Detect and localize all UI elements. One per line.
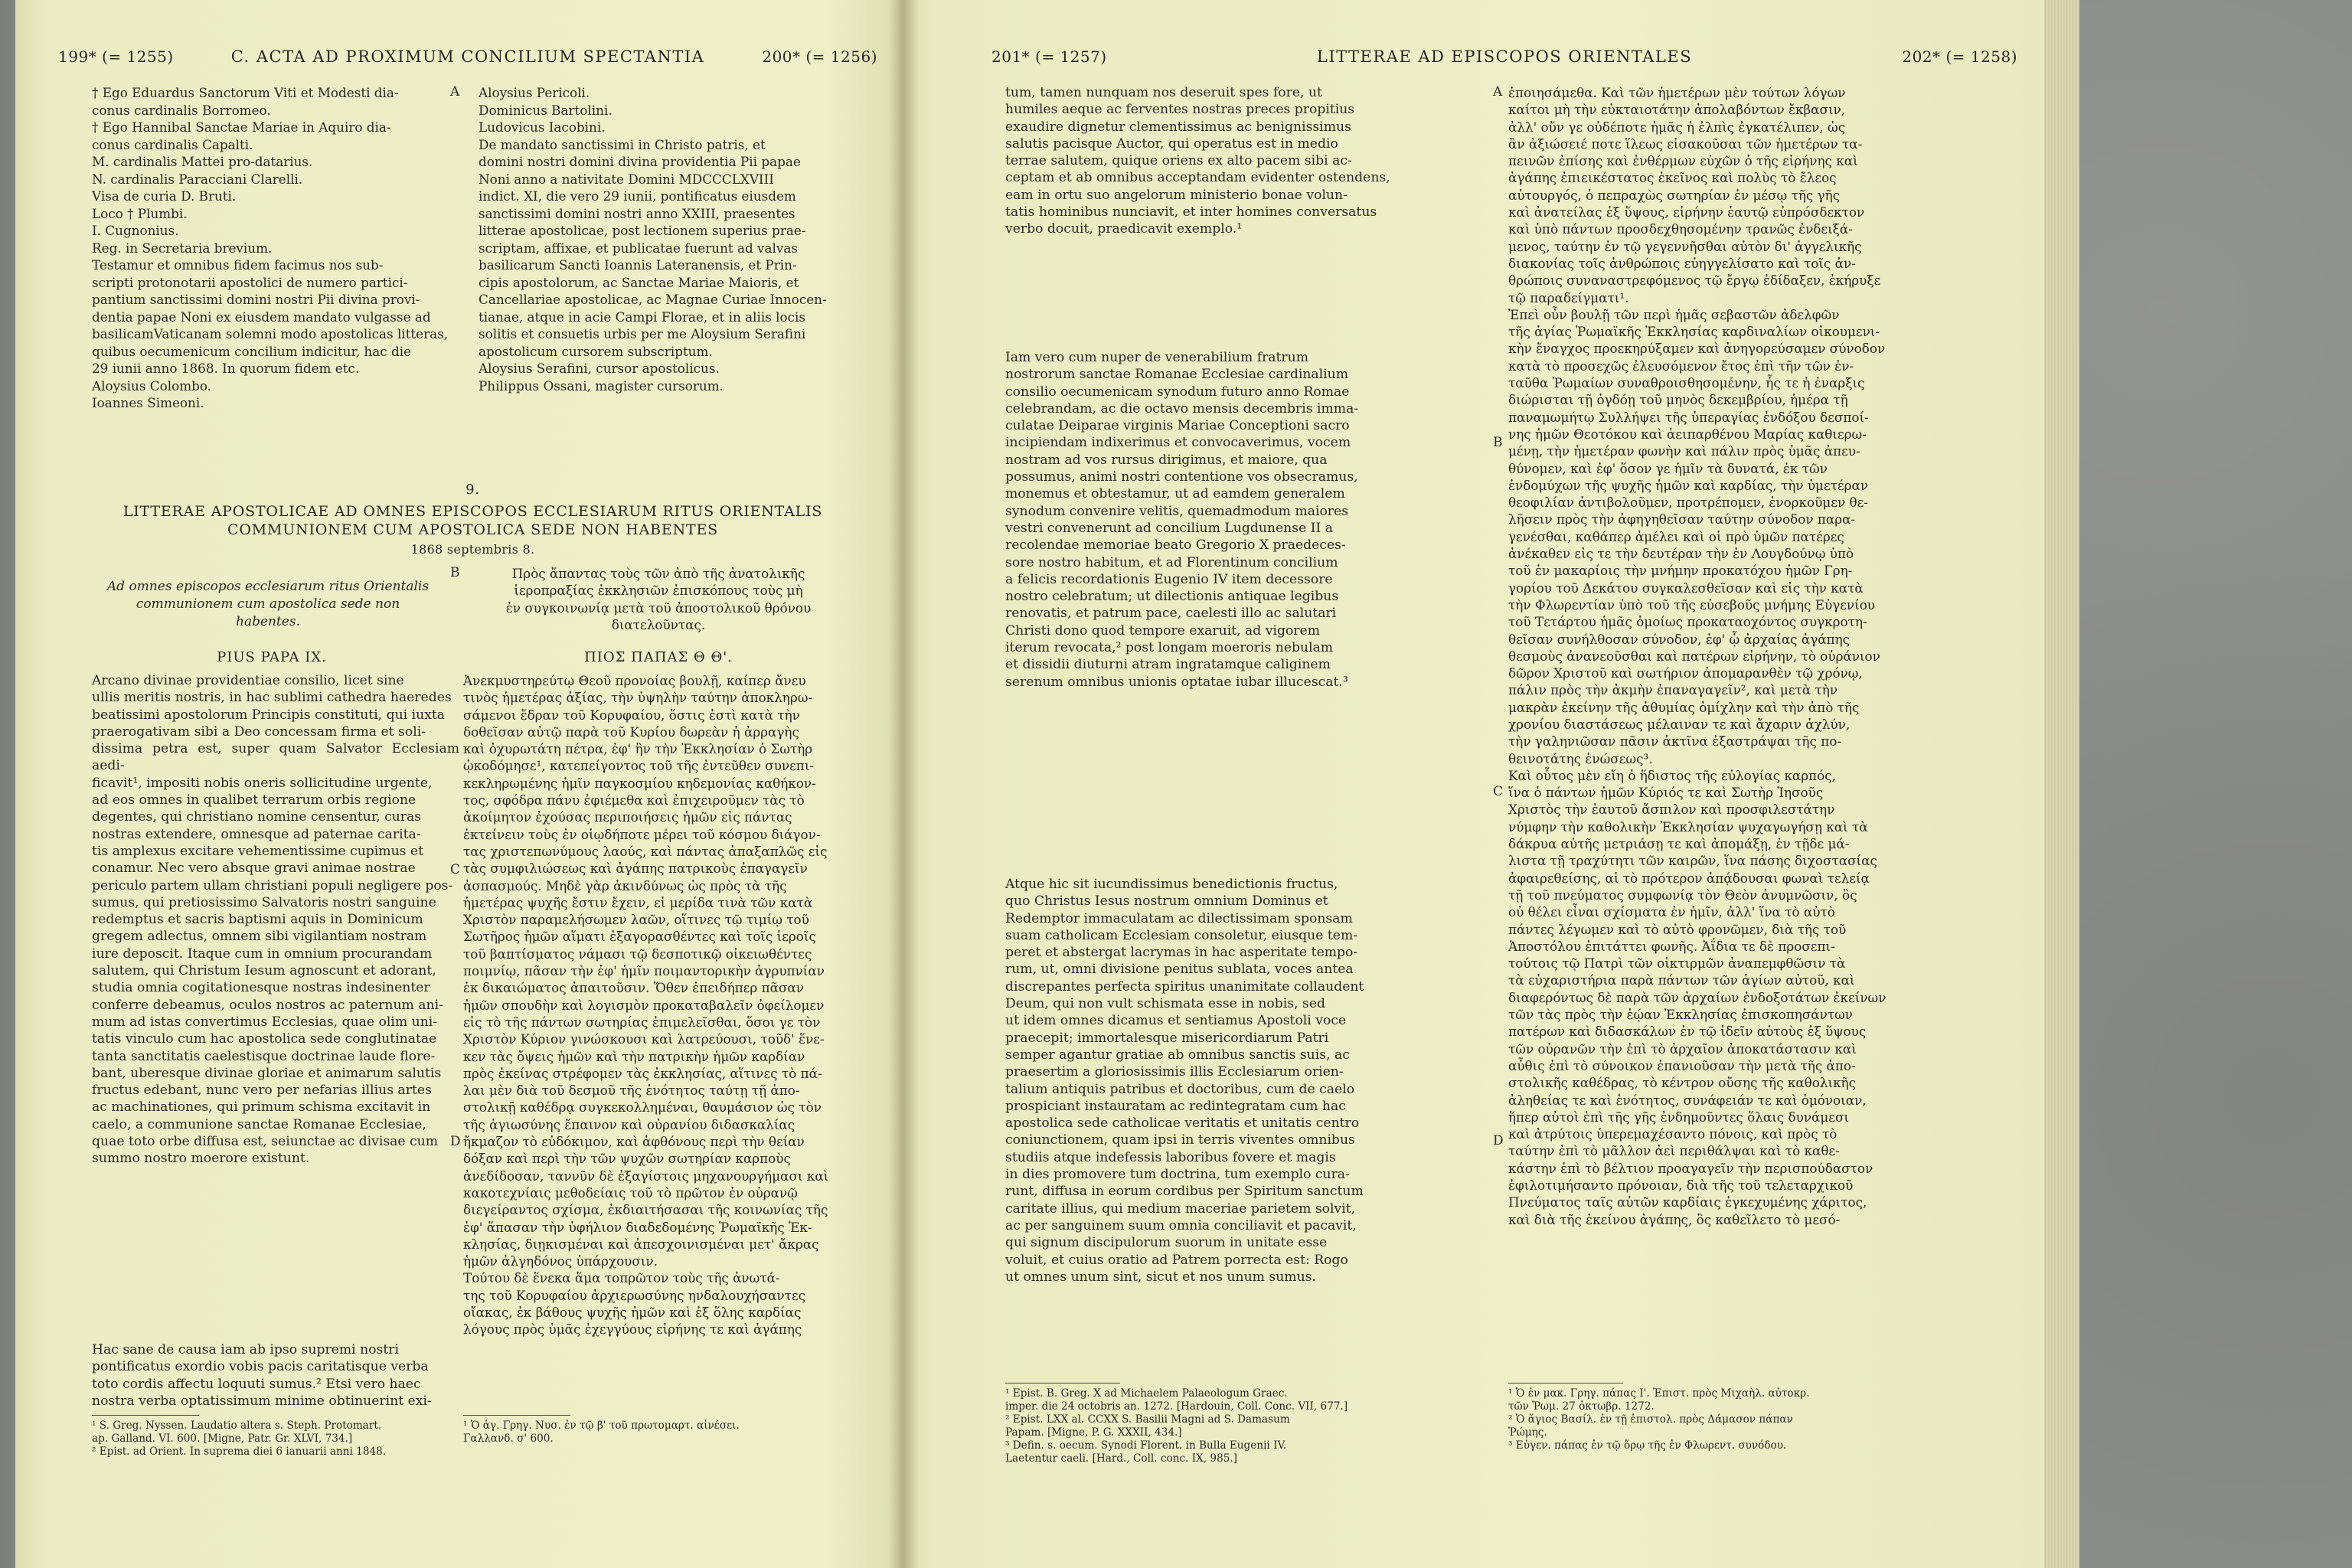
- left-page-number-right: 200* (= 1256): [762, 47, 877, 66]
- right-margin-marker-a: A: [1493, 84, 1503, 100]
- footnote-rule-greek: [463, 1415, 570, 1416]
- page-edge-stack: [2044, 0, 2079, 1568]
- signatures-left-column: † Ego Eduardus Sanctorum Viti et Modesti dia- conus cardinalis Borromeo. † Ego Hannibal Sanctae Mariae in Aquiro dia- conus cardinalis Capalti. M. cardinalis Mattei pro-datarius. N. cardinalis Paracciani Clarelli. Visa de curia D. Bruti. Loco † Plumbi. I. Cugnonius. Reg. in Secretaria brevium. Testamur et omnibus fidem facimus nos sub- scripti protonotarii apostolici de numero partici- pantium sanctissimi domini nostri Pii divina provi- dentia papae Noni ex eiusdem mandato vulgasse ad basilicamVaticanam solemni modo apostolicas litteras, quibus oecumenicum concilium indicitur, hac die 29 iunii anno 1868. In quorum fidem etc. Aloysius Colombo. Ioannes Simeoni.: [92, 85, 449, 410]
- right-latin-second-paragraph: Iam vero cum nuper de venerabilium fratrum nostrorum sanctae Romanae Ecclesiae cardinalium consilio oecumenicam synodum futuro anno Romae celebrandam, ac die octavo mensis decembris imma- culatae Deiparae virginis Mariae Conceptioni sacro incipiendam indixerimus et convocaverimus, vocem nostram ad vos rursus dirigimus, et maiore, qua possumus, animi nostri contentione vos obsecramus, monemus et obtestamur, ut ad eamdem generalem synodum convenire velitis, quemadmodum maiores vestri convenerunt ad concilium Lugdunense II a recolendae memoriae beato Gregorio X praedeces- sore nostro habitum, et ad Florentinum concilium a felicis recordationis Eugenio IV item decessore nostro celebratum; ut dilectionis antiquae legibus renovatis, et patrum pace, caelesti illo ac salutari Christi dono quod tempore exaruit, ad vigorem iterum revocata,² post longam moeroris nebulam et dissidii diuturni atram ingratamque caliginem serenum omnibus unionis optatae iubar illucescat.³: [1005, 350, 1359, 690]
- right-page: [900, 0, 2052, 1568]
- book-gutter: [888, 0, 919, 1568]
- right-page-header: [991, 47, 2017, 66]
- left-page: [15, 0, 900, 1568]
- margin-marker-d: D: [450, 1134, 461, 1149]
- latin-body-continuation: Hac sane de causa iam ab ipso supremi nostri pontificatus exordio vobis pacis caritatisque verba toto cordis affectu loquuti sumus.² Etsi vero haec nostra verba optatissimum minime obtinuerint exi-: [92, 1342, 432, 1409]
- latin-address: Ad omnes episcopos ecclesiarum ritus Orientalis communionem cum apostolica sede non habentes.: [106, 579, 430, 629]
- margin-marker-b: B: [450, 565, 460, 580]
- footnotes-greek: ¹ Ὁ ἁγ. Γρηγ. Νυσ. ἐν τῷ β' τοῦ πρωτομαρτ. αἰνέσει. Γαλλανδ. σ' 600.: [463, 1419, 740, 1445]
- right-margin-marker-d: D: [1493, 1133, 1504, 1148]
- document-title-line-2: COMMUNIONEM CUM APOSTOLICA SEDE NON HABENTES: [227, 521, 718, 538]
- greek-pope-heading: ΠΙΟΣ ΠΑΠΑΣ Θ Θ'.: [584, 649, 733, 665]
- right-page-number-left: 201* (= 1257): [991, 47, 1107, 66]
- right-page-running-title: LITTERAE AD EPISCOPOS ORIENTALES: [1316, 47, 1693, 66]
- left-page-number-left: 199* (= 1255): [58, 47, 174, 66]
- left-page-running-title: C. ACTA AD PROXIMUM CONCILIUM SPECTANTIA: [230, 47, 705, 66]
- greek-body-text: Ἀνεκμυστηρεύτῳ Θεοῦ προνοίας βουλῇ, καίπερ ἄνευ τινὸς ἡμετέρας ἀξίας, τὴν ὑψηλὴν ταύτην ἀποκληρω- σάμενοι ἕδραν τοῦ Κορυφαίου, ὅστις ἐστὶ κατὰ τὴν δοθεῖσαν αὐτῷ παρὰ τοῦ Κυρίου δωρεὰν ἡ ἀρραγὴς καὶ ὀχυρωτάτη πέτρα, ἐφ' ἣν τὴν Ἐκκλησίαν ὁ Σωτὴρ ᾠκοδόμησε¹, κατεπείγοντος τοῦ τῆς ἐντεῦθεν συνεπι- κεκληρωμένης ἡμῖν παγκοσμίου κηδεμονίας καθήκον- τος, σφόδρα πάνυ ἐφιέμεθα καὶ ἐπιχειροῦμεν τὰς τὸ ἀκοίμητον ἐχούσας περιποιήσεις ἡμῶν εἰς πάντας ἐκτείνειν τοὺς ἐν οἱῳδήποτε μέρει τοῦ κόσμου διάγον- τας χριστεπωνύμους λαούς, καὶ πάντας ἀπαξαπλῶς εἰς τὰς συμφιλιώσεως καὶ ἀγάπης πατρικοὺς ἐπαγαγεῖν ἀσπασμούς. Μηδὲ γὰρ ἀκινδύνως ὡς πρὸς τὰ τῆς ἡμετέρας ψυχῆς ἔστιν ἔχειν, εἰ μερίδα τινὰ τῶν κατὰ Χριστὸν παραμελήσωμεν λαῶν, οἵτινες τῷ τιμίῳ τοῦ Σωτῆρος ἡμῶν αἵματι ἐξαγορασθέντες καὶ τοῖς ἱεροῖς τοῦ βαπτίσματος νάμασι τῷ δεσποτικῷ οἰκειωθέντες ποιμνίῳ, πᾶσαν τὴν ἐφ' ἡμῖν ποιμαντορικὴν ἀγρυπνίαν ἐκ δικαιώματος ἀπαιτοῦσιν. Ὅθεν ἐπειδήπερ πᾶσαν ἡμῶν σπουδὴν καὶ λογισμὸν προκαταβαλεῖν ὀφείλομεν εἰς τὸ τῆς πάντων σωτηρίας ἐπιμελεῖσθαι, ὅσοι γε τὸν Χριστὸν Κύριον γινώσκουσι καὶ λατρεύουσι, τοῦδ' ἕνε- κεν τὰς ὄψεις ἡμῶν καὶ τὴν πατρικὴν ἡμῶν καρδίαν πρὸς ἐκείνας στρέφομεν τὰς ἐκκλησίας, αἵτινες τὸ πά- λαι μὲν διὰ τοῦ δεσμοῦ τῆς ἑνότητος ταύτῃ τῇ ἀπο- στολικῇ καθέδρᾳ συγκεκολλημέναι, θαυμάσιον ὡς τὸν τῆς ἁγιωσύνης ἔπαινον καὶ οὐρανίου διδασκαλίας ἤκμαζον τὸ εὐδόκιμον, καὶ ἀφθόνους περὶ τὴν θείαν δόξαν καὶ περὶ τὴν τῶν ψυχῶν σωτηρίαν καρποὺς ἀνεδίδοσαν, ταννῦν δὲ ἐξαγίστοις μηχανουργήμασι καὶ κακοτεχνίαις μεθοδείαις τοῦ τὸ πρῶτον ἐν οὐρανῷ διεγείραντος σχίσμα, ἐκδιαιτήσασαι τῆς κοινωνίας τῆς ἐφ' ἅπασαν τὴν ὑφήλιον διαδεδομένης Ῥωμαϊκῆς Ἐκ- κλησίας, διῃκισμέναι καὶ ἀπεσχοινισμέναι μετ' ἄκρας ἡμῶν ἀλγηδόνος ὑπάρχουσιν. Τούτου δὲ ἕνεκα ἅμα τοπρῶτον τοὺς τῆς ἀνωτά- της τοῦ Κορυφαίου ἀρχιερωσύνης ηνδαλουχήσαντες οἴακας, ἐκ βάθους ψυχῆς ἡμῶν καὶ ἐξ ὅλης καρδίας λόγους πρὸς ὑμᾶς ἐχεγγύους εἰρήνης τε καὶ ἀγάπης: [463, 673, 829, 1338]
- latin-pope-heading: PIUS PAPA IX.: [217, 649, 327, 665]
- right-latin-third-paragraph: Atque hic sit iucundissimus benedictionis fructus, quo Christus Iesus nostrum omnium Dominus et Redemptor immaculatam ac dilectissimam sponsam suam catholicam Ecclesiam consoletur, eiusque tem- peret et abstergat lacrymas in hac asperitate tempo- rum, ut, omni divisione penitus sublata, voces antea discrepantes perfecta spiritus unanimitate collaudent Deum, qui non vult schismata esse in nobis, sed ut idem omnes dicamus et sentiamus Apostoli voce praecepit; immortalesque misericordiarum Patri semper agantur gratiae ab omnibus sanctis suis, ac praesertim a gloriosissimis illis Ecclesiarum orien- talium antiquis patribus et doctoribus, cum de caelo prospiciant instauratam ac redintegratam cum hac apostolica sede catholicae veritatis et unitatis centro coniunctionem, quam ipsi in terris viventes omnibus studiis atque indefessis laboribus fovere et magis in dies promovere tum doctrina, tum exemplo cura- runt, diffusa in eorum cordibus per Spiritum sanctum caritate illius, qui medium maceriae parietem solvit, ac per sanguinem suum omnia conciliavit et pacavit, qui signum discipulorum suorum in unitate esse voluit, et cuius oratio ad Patrem porrecta est: Rogo ut omnes unum sint, sicut et nos unum sumus.: [1005, 877, 1364, 1285]
- margin-marker-c: C: [450, 862, 461, 877]
- footnote-rule-latin: [92, 1415, 199, 1416]
- right-greek-column: ἐποιησάμεθα. Καὶ τῶν ἡμετέρων μὲν τούτων λόγων καίτοι μὴ τὴν εὐκταιοτάτην ἀπολαβόντων ἔκβασιν, ἀλλ' οὔν γε οὐδέποτε ἡμᾶς ἡ ἐλπὶς ἐγκατέλιπεν, ὡς ἂν ἀξιώσειέ ποτε ἵλεως εἰσακοῦσαι τῶν ἡμετέρων τα- πεινῶν ἐπίσης καὶ ἐνθέρμων εὐχῶν ὁ τῆς εἰρήνης καὶ ἀγάπης ἐπιεικέστατος ἐκεῖνος καὶ πολὺς τὸ ἔλεος αὐτουργός, ὁ πεπραχὼς σωτηρίαν ἐν μέσῳ τῆς γῆς καὶ ἀνατείλας ἐξ ὕψους, εἰρήνην ἑαυτῷ εὐπρόσδεκτον καὶ ὑπὸ πάντων προσδεχθησομένην τρανῶς ἐνδειξά- μενος, ταύτην ἐν τῷ γεγεννῆσθαι αὐτὸν δι' ἀγγελικῆς διακονίας τοῖς ἀνθρώποις εὐηγγελίσατο καὶ τοῖς ἀν- θρώποις συναναστρεφόμενος τῷ ἔργῳ ἐδίδαξεν, ἐκήρυξε τῷ παραδείγματι¹. Ἐπεὶ οὖν βουλῇ τῶν περὶ ἡμᾶς σεβαστῶν ἀδελφῶν τῆς ἁγίας Ῥωμαϊκῆς Ἐκκλησίας καρδιναλίων οἰκουμενι- κὴν ἔναγχος προεκηρύξαμεν καὶ ἀνηγορεύσαμεν σύνοδον κατὰ τὸ προσεχῶς ἐλευσόμενον ἔτος ἐπὶ τῆν τῶν ἐν- ταῦθα Ῥωμαίων συναθροισθησομένην, ἧς τε ἡ ἐναρξις διώρισται τῇ ὀγδόῃ τοῦ μηνὸς δεκεμβρίου, ἡμέρα τῇ παναμωμήτῳ Συλλήψει τῆς ὑπεραγίας ἐνδόξου δεσποί- νης ἡμῶν Θεοτόκου καὶ ἀειπαρθένου Μαρίας καθιερω- μένῃ, τὴν ἡμετέραν φωνὴν καὶ πάλιν πρὸς ὑμᾶς ἀπευ- θύνομεν, καὶ ἐφ' ὅσον γε ἡμῖν τὰ δυνατά, ἐκ τῶν ἐνδομύχων τῆς ψυχῆς ἡμῶν καὶ καρδίας, τὴν ὑμετέραν θεοφιλίαν ἀντιβολοῦμεν, προτρέπομεν, ἐνορκοῦμεν θε- λῆσειν πρὸς τὴν ἀφηγηθεῖσαν ταύτην σύνοδον παρα- γενέσθαι, καθάπερ ἀμέλει καὶ οἱ πρὸ ὑμῶν πατέρες ἀνέκαθεν εἰς τε τὴν δευτέραν τὴν ἐν Λουγδούνῳ ὑπὸ τοῦ ἐν μακαρίοις τὴν μνήμην προκατόχου ἡμῶν Γρη- γορίου τοῦ Δεκάτου συγκαλεσθεῖσαν καὶ εἰς τὴν κατὰ τὴν Φλωρεντίαν ὑπὸ τοῦ τῆς εὐσεβοῦς μνήμης Εὐγενίου τοῦ Τετάρτου ἡμᾶς ὁμοίως προκαταοχόντος συγκροτη- θεῖσαν συνήλθοσαν σύνοδον, ἐφ' ᾧ ἀρχαίας ἀγάπης θεσμοὺς ἀνανεοῦσθαι καὶ πατέρων εἰρήνην, τὸ οὐράνιον δῶρον Χριστοῦ καὶ σωτήριον ἀπομαρανθὲν τῷ χρόνῳ, πάλιν πρὸς τὴν ἀκμὴν ἐπαναγαγεῖν², καὶ μετὰ τὴν μακρὰν ἐκείνην τῆς ἀθυμίας ὀμίχλην καὶ τὴν ἀπὸ τῆς χρονίου διαστάσεως μέλαιναν τε καὶ ἄχαριν ἀχλύν, τὴν γαληνιῶσαν πᾶσιν ἀκτῖνα ἐξαστράψαι τῆς πο- θεινοτάτης ἑνώσεως³. Καὶ οὗτος μὲν εἴη ὁ ἥδιστος τῆς εὐλογίας καρπός, ἵνα ὁ πάντων ἡμῶν Κύριός τε καὶ Σωτὴρ Ἰησοῦς Χριστὸς τὴν ἑαυτοῦ ἄσπιλον καὶ προσφιλεστάτην νύμφην τὴν καθολικὴν Ἐκκλησίαν ψυχαγωγήσῃ καὶ τὰ δάκρυα αὐτῆς μετριάσῃ τε καὶ ἀπομάξῃ, ἐν τῇδε μά- λιστα τῇ τραχύτητι τῶν καιρῶν, ἵνα πάσης διχοστασίας ἀφαιρεθείσης, αἱ τὸ πρότερον ἀπᾴδουσαι φωναὶ τελείᾳ τῇ τοῦ πνεύματος συμφωνίᾳ τὸν Θεὸν ἀνυμνῶσιν, ὃς οὐ θέλει εἶναι σχίσματα ἐν ἡμῖν, ἀλλ' ἵνα τὸ αὐτὸ πάντες λέγωμεν καὶ τὸ αὐτὸ φρονῶμεν, διὰ τῆς τοῦ Ἀποστόλου ἐπιτάττει φωνῆς. Ἀΐδια τε δὲ προσεπι- τούτοις τῷ Πατρὶ τῶν οἰκτιρμῶν ἀναπεμφθῶσιν τὰ τὰ εὐχαριστήρια παρὰ πάντων τῶν ἁγίων αὐτοῦ, καὶ διαφερόντως δὲ παρὰ τῶν ἀρχαίων ἐνδοξοτάτων ἐκείνων τῶν τὰς πρὸς τὴν ἑῴαν Ἐκκλησίας ἐπισκοπησάντων πατέρων καὶ διδασκάλων ἐν τῷ ἰδεῖν αὐτοὺς ἐξ ὕψους τῶν οὐρανῶν τὴν ἐπὶ τὸ ἀρχαῖον ἀποκατάστασιν καὶ αὖθις ἐπὶ τὸ σύνοικον ἐπανιοῦσαν τὴν μετὰ τῆς ἀπο- στολικῆς καθέδρας, τὸ κέντρον οὔσης τῆς καθολικῆς ἀληθείας τε καὶ ἑνότητος, συνάφειάν τε καὶ ὁμόνοιαν, ἥπερ αὐτοὶ ἐπὶ τῆς γῆς ἐνδημοῦντες ὅλαις δυνάμεσι καὶ ἀτρύτοις ὑπερεμαχέσαντο πόνοις, καὶ πρὸς τὸ ταύτην ἐπὶ τὸ μᾶλλον ἀεὶ περιθάλψαι καὶ τὸ καθε- κάστην ἐπὶ τὸ βέλτιον προαγαγεῖν τὴν περισπούδαστον ἐφιλοτιμήσαντο πρόνοιαν, διὰ τῆς τοῦ τελεταρχικοῦ Πνεύματος ταῖς αὐτῶν καρδίαις ἐγκεχυμένης χάριτος, καὶ διὰ τῆς ἐκείνου ἀγάπης, ὃς καθεῖλετο τὸ μεσό-: [1508, 85, 1886, 1227]
- right-latin-opening: tum, tamen nunquam nos deseruit spes fore, ut humiles aeque ac ferventes nostras preces propitius exaudire dignetur clementissimus ac benignissimus salutis pacisque Auctor, qui operatus est in medio terrae salutem, quique oriens ex alto pacem sibi ac- ceptam et ab omnibus acceptandam evidenter ostendens, eam in ortu suo angelorum ministerio bonae volun- tatis hominibus nunciavit, et inter homines conversatus verbo docuit, praedicavit exemplo.¹: [1005, 85, 1390, 237]
- cover-texture: [2079, 0, 2352, 1568]
- section-number: 9.: [466, 482, 480, 498]
- right-footnotes-latin: ¹ Epist. B. Greg. X ad Michaelem Palaeologum Graec. imper. die 24 octobris an. 1272. [Hardouin, Coll. Conc. VII, 677.] ² Epist. LXX al. CCXX S. Basilii Magni ad S. Damasum Papam. [Migne, P. G. XXXII, 434.] ³ Defin. s. oecum. Synodi Florent. in Bulla Eugenii IV. Laetentur caeli. [Hard., Coll. conc. IX, 985.]: [1005, 1387, 1348, 1465]
- document-title-line-1: LITTERAE APOSTOLICAE AD OMNES EPISCOPOS ECCLESIARUM RITUS ORIENTALIS: [122, 503, 823, 520]
- right-margin-marker-b: B: [1493, 435, 1503, 450]
- signatures-right-column: Aloysius Pericoli. Dominicus Bartolini. Ludovicus Iacobini. De mandato sanctissimi in Christo patris, et domini nostri domini divina providentia Pii papae Noni anno a nativitate Domini MDCCCLXVIII indict. XI, die vero 29 iunii, pontificatus eiusdem sanctissimi domini nostri anno XXIII, praesentes litterae apostolicae, post lectionem superius prae- scriptam, affixae, et publicatae fuerunt ad valvas basilicarum Sancti Ioannis Lateranensis, et Prin- cipis apostolorum, ac Sanctae Mariae Maioris, et Cancellariae apostolicae, ac Magnae Curiae Innocen- tianae, atque in acie Campi Florae, et in aliis locis solitis et consuetis urbis per me Aloysium Serafini apostolicum cursorem subscriptum. Aloysius Serafini, cursor apostolicus. Philippus Ossani, magister cursorum.: [479, 85, 827, 394]
- right-page-number-right: 202* (= 1258): [1902, 47, 2017, 66]
- greek-address: Πρὸς ἅπαντας τοὺς τῶν ἀπὸ τῆς ἀνατολικῆς ἱεροπραξίας ἐκκλησιῶν ἐπισκόπους τοὺς μὴ ἐν συγκοινωνίᾳ μετὰ τοῦ ἀποστολικοῦ θρόνου διατελοῦντας.: [505, 566, 812, 632]
- right-footnotes-greek: ¹ Ὁ ἐν μακ. Γρηγ. πάπας Ι'. Ἐπιστ. πρὸς Μιχαὴλ. αὐτοκρ. τῶν Ῥωμ. 27 ὀκτωβρ. 1272. ² Ὁ ἅγιος Βασίλ. ἐν τῇ ἐπιστολ. πρὸς Δάμασον πάπαν Ῥώμης. ³ Εὐγεν. πάπας ἐν τῷ ὅρῳ τῆς ἐν Φλωρεντ. συνόδου.: [1508, 1387, 1810, 1452]
- margin-marker-a: A: [450, 84, 460, 100]
- document-date: 1868 septembris 8.: [410, 542, 535, 557]
- left-page-header: [58, 47, 877, 66]
- latin-body-text: Arcano divinae providentiae consilio, licet sine ullis meritis nostris, in hac sublimi cathedra haeredes beatissimi apostolorum Principis constituti, qui iuxta praerogativam sibi a Deo concessam firma et soli- dissima petra est, super quam Salvator Ecclesiam aedi- ficavit¹, impositi nobis oneris sollicitudine urgente, ad eos omnes in qualibet terrarum orbis regione degentes, qui christiano nomine censentur, curas nostras extendere, omnesque ad paternae carita- tis amplexus excitare vehementissime cupimus et conamur. Nec vero absque gravi animae nostrae periculo partem ullam christiani populi negligere pos- sumus, qui pretiosissimo Salvatoris nostri sanguine redemptus et sacris baptismi aquis in Dominicum gregem adlectus, omnem sibi vigilantiam nostram iure deposcit. Itaque cum in omnium procurandam salutem, qui Christum Iesum agnoscunt et adorant, studia omnia cogitationesque nostras indesinenter conferre debeamus, oculos nostros ac paternum ani- mum ad istas convertimus Ecclesias, quae olim uni- tatis vinculo cum hac apostolica sede conglutinatae tanta sanctitatis caelestisque doctrinae laude flore- bant, uberesque divinae gloriae et animarum salutis fructus edebant, nunc vero per nefarias illius artes ac machinationes, qui primum schisma excitavit in caelo, a communione sanctae Romanae Ecclesiae, quae toto orbe diffusa est, seiunctae ac divisae cum summo nostro moerore existunt.: [92, 673, 459, 1167]
- footnotes-latin: ¹ S. Greg. Nyssen. Laudatio altera s. Steph. Protomart. ap. Galland. VI. 600. [Migne, Patr. Gr. XLVI, 734.] ² Epist. ad Orient. In suprema diei 6 ianuarii anni 1848.: [92, 1419, 387, 1458]
- right-margin-marker-c: C: [1493, 784, 1504, 799]
